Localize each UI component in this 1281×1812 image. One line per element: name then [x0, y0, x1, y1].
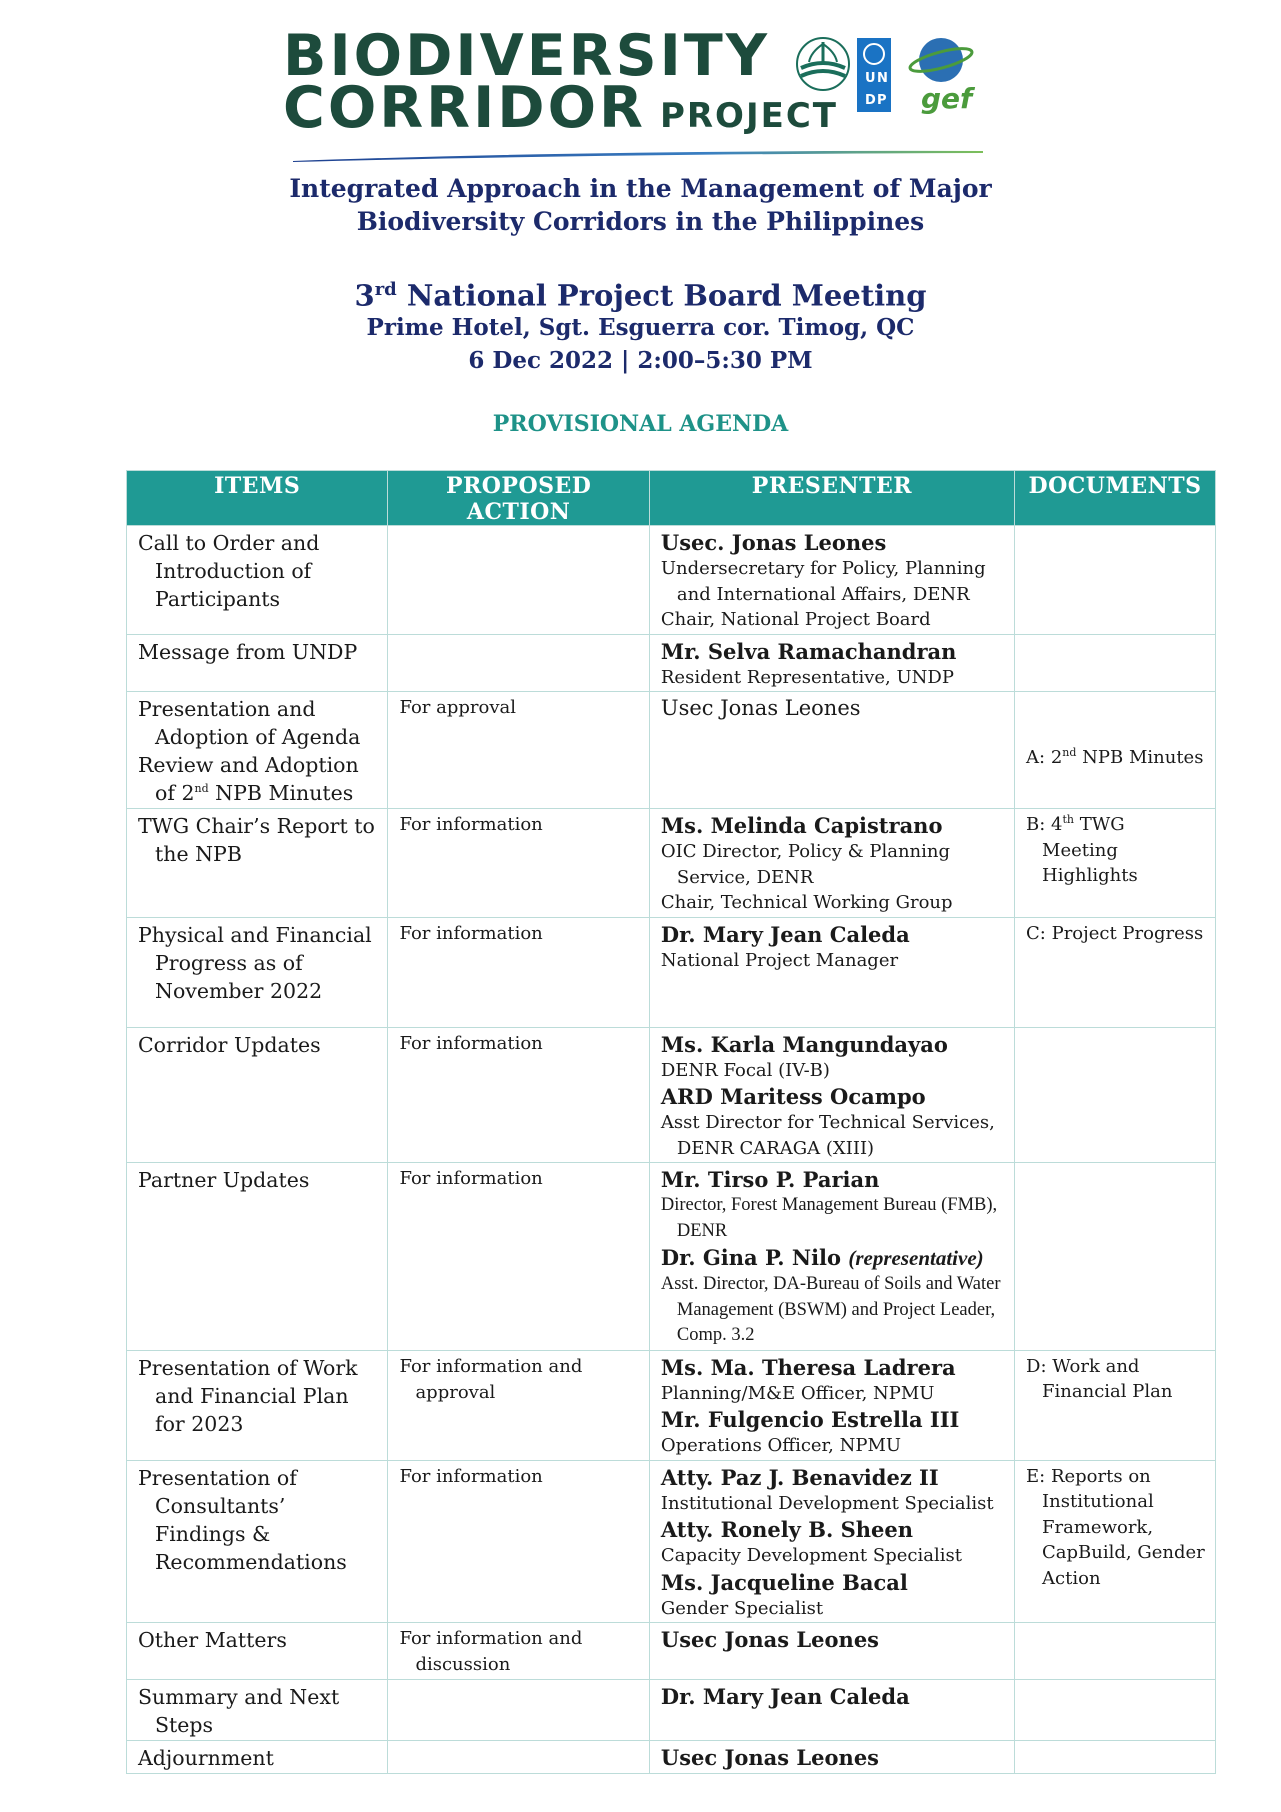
cell-presenter [649, 917, 1014, 1027]
cell-items [127, 1163, 388, 1351]
presenter-representative-note: (representative) [848, 1246, 984, 1270]
meeting-ordinal-suffix: rd [374, 279, 397, 300]
action-text: For information [399, 1168, 543, 1189]
document-text: E: Reports on Institutional Framework, CapBuild, Gender Action [1026, 1465, 1205, 1589]
presenter-role: National Project Manager [660, 949, 899, 971]
presenter-name: Usec Jonas Leones [660, 1627, 880, 1652]
ordinal-suffix: th [1062, 813, 1075, 826]
cell-items [127, 1350, 388, 1460]
table-row [127, 809, 1216, 918]
agenda-heading: PROVISIONAL AGENDA [492, 411, 789, 437]
presenter-name: Mr. Selva Ramachandran [660, 638, 957, 664]
cell-presenter [649, 1680, 1014, 1741]
presenter-name [661, 1244, 1004, 1272]
cell-action [388, 1680, 649, 1741]
project-logo [283, 23, 983, 160]
item-text: TWG Chair’s Report to the NPB [138, 814, 375, 866]
svg-text:D: D [865, 93, 876, 108]
cell-items [127, 1680, 388, 1741]
presenter-role: Undersecretary for Policy, Planning and International Affairs, DENR [660, 558, 986, 605]
gef-logo-icon [908, 38, 976, 115]
cell-presenter [649, 809, 1014, 918]
partner-logos [791, 34, 991, 124]
cell-action [388, 692, 649, 809]
table-row [127, 1350, 1216, 1460]
cell-items [127, 526, 388, 635]
document-text-part: B: 4 [1026, 814, 1063, 835]
cell-action [388, 634, 649, 692]
cell-action [388, 809, 649, 918]
meeting-date: 6 Dec 2022 | 2:00–5:30 PM [468, 347, 813, 374]
item-text: Corridor Updates [138, 1032, 321, 1057]
document-text-part: TWG Meeting Highlights [1042, 814, 1138, 886]
agenda-table [126, 470, 1216, 1774]
presenter-role: Operations Officer, NPMU [660, 1435, 902, 1456]
cell-action [388, 1350, 649, 1460]
action-text: For information and approval [399, 1355, 583, 1403]
cell-presenter [649, 1350, 1014, 1460]
item-text: Call to Order and Introduction of Participants [138, 531, 320, 611]
item-text: Message from UNDP [138, 639, 358, 664]
presenter-name: Usec. Jonas Leones [660, 530, 887, 555]
action-text: For information [399, 1465, 543, 1487]
cell-presenter [649, 1741, 1014, 1774]
cell-items [127, 917, 388, 1027]
cell-presenter [649, 634, 1014, 692]
cell-documents [1015, 1027, 1216, 1163]
table-row [127, 1460, 1216, 1623]
presenter-role: Asst. Director, DA-Bureau of Soils and Water Management (BSWM) and Project Leader, Comp. 3.2 [660, 1274, 1001, 1345]
cell-items [127, 634, 388, 692]
meeting-title-text: National Project Board Meeting [396, 278, 927, 313]
action-text: For information and discussion [399, 1628, 583, 1675]
item-text: Presentation and Adoption of Agenda [138, 697, 361, 749]
document-text-part: NPB Minutes [1076, 747, 1204, 768]
document-text-part: A: 2 [1026, 747, 1063, 768]
denr-seal-icon [797, 38, 849, 90]
document-text: D: Work and Financial Plan [1026, 1355, 1173, 1402]
cell-action [388, 1741, 649, 1774]
cell-documents [1015, 1741, 1216, 1774]
logo-line-biodiversity: BIODIVERSITY [283, 23, 770, 89]
cell-documents [1015, 692, 1216, 809]
item-text-part: NPB Minutes [208, 781, 354, 805]
cell-documents [1015, 1460, 1216, 1623]
presenter-role: Capacity Development Specialist [660, 1545, 962, 1566]
header-presenter: PRESENTER [649, 471, 1014, 526]
presenter-name: Dr. Mary Jean Caleda [660, 1684, 910, 1709]
item-text: Physical and Financial Progress as of November 2022 [138, 922, 372, 1003]
cell-documents [1015, 809, 1216, 918]
svg-text:gef: gef [921, 82, 973, 115]
svg-text:U: U [865, 71, 876, 86]
presenter-name: Usec Jonas Leones [660, 696, 861, 720]
logo-line-project: PROJECT [659, 96, 838, 137]
cell-documents [1015, 1350, 1216, 1460]
presenter-role: Asst Director for Technical Services, DENR CARAGA (XIII) [660, 1112, 995, 1159]
presenter-name: Ms. Ma. Theresa Ladrera [660, 1354, 956, 1380]
svg-text:N: N [877, 71, 888, 86]
presenter-name: Mr. Fulgencio Estrella III [660, 1407, 960, 1432]
project-subtitle [0, 172, 1281, 238]
subtitle-line-2: Biodiversity Corridors in the Philippines [356, 207, 925, 236]
cell-action [388, 526, 649, 635]
document-text [1026, 812, 1205, 889]
table-row [127, 1741, 1216, 1774]
subtitle-line-1: Integrated Approach in the Management of Major [289, 174, 992, 203]
cell-items [127, 1027, 388, 1163]
presenter-role: DENR Focal (IV-B) [660, 1059, 830, 1081]
cell-items [127, 1460, 388, 1623]
cell-action [388, 1027, 649, 1163]
cell-action [388, 1623, 649, 1680]
action-text: For information [399, 922, 543, 944]
presenter-role: Planning/M&E Officer, NPMU [660, 1382, 935, 1404]
cell-documents [1015, 526, 1216, 635]
table-row [127, 1623, 1216, 1680]
presenter-role: Gender Specialist [660, 1597, 824, 1619]
presenter-name: Usec Jonas Leones [660, 1745, 880, 1770]
presenter-role: Director, Forest Management Bureau (FMB), DENR [660, 1195, 998, 1241]
ordinal-suffix: nd [1062, 746, 1077, 759]
cell-documents [1015, 1680, 1216, 1741]
logo-line-corridor: CORRIDOR [283, 75, 646, 142]
presenter-name-part: Dr. Gina P. Nilo [660, 1245, 849, 1270]
item-text: Presentation of Work and Financial Plan for 2023 [138, 1355, 358, 1436]
meeting-title [0, 272, 1281, 314]
cell-action [388, 1163, 649, 1351]
presenter-name: Ms. Jacqueline Bacal [660, 1569, 908, 1595]
presenter-role: Resident Representative, UNDP [660, 666, 954, 688]
table-header-row [127, 471, 1216, 526]
item-text: Other Matters [138, 1628, 287, 1652]
item-text [138, 751, 377, 807]
presenter-role: Institutional Development Specialist [660, 1492, 994, 1514]
cell-items [127, 1741, 388, 1774]
action-text: For information [399, 1032, 543, 1054]
presenter-role: OIC Director, Policy & Planning Service, DENR [660, 841, 951, 888]
meeting-venue: Prime Hotel, Sgt. Esguerra cor. Timog, QC [366, 314, 915, 341]
cell-documents [1015, 917, 1216, 1027]
table-row [127, 692, 1216, 809]
presenter-name: Ms. Karla Mangundayao [660, 1031, 948, 1057]
item-text: Summary and Next Steps [138, 1685, 340, 1737]
cell-documents [1015, 634, 1216, 692]
cell-presenter [649, 1027, 1014, 1163]
header-items: ITEMS [127, 471, 388, 526]
cell-presenter [649, 1163, 1014, 1351]
cell-action [388, 917, 649, 1027]
cell-items [127, 692, 388, 809]
item-text: Presentation of Consultants’ Findings & Recommendations [138, 1465, 347, 1574]
table-row [127, 1027, 1216, 1163]
cell-presenter [649, 1460, 1014, 1623]
cell-items [127, 1623, 388, 1680]
presenter-role: Chair, Technical Working Group [660, 892, 953, 913]
meeting-ordinal: 3 [354, 278, 375, 313]
presenter-name: ARD Maritess Ocampo [660, 1084, 926, 1109]
presenter-name: Mr. Tirso P. Parian [660, 1167, 880, 1192]
ordinal-suffix: nd [194, 782, 209, 796]
presenter-name: Atty. Paz J. Benavidez II [660, 1464, 939, 1490]
item-text-part: Review and Adoption of 2 [138, 753, 359, 805]
table-row [127, 917, 1216, 1027]
cell-presenter [649, 526, 1014, 635]
cell-documents [1015, 1623, 1216, 1680]
presenter-name: Ms. Melinda Capistrano [660, 813, 943, 838]
action-text: For information [399, 814, 543, 835]
item-text: Partner Updates [138, 1168, 310, 1192]
logo-wordmark [283, 23, 838, 142]
undp-logo-icon [857, 38, 891, 112]
presenter-name: Atty. Ronely B. Sheen [660, 1517, 913, 1542]
header-documents: DOCUMENTS [1015, 471, 1216, 526]
presenter-name: Dr. Mary Jean Caleda [660, 921, 910, 947]
cell-presenter [649, 692, 1014, 809]
document-text [1026, 695, 1205, 771]
document-text: C: Project Progress [1026, 922, 1204, 944]
logo-swoosh [293, 148, 983, 162]
cell-action [388, 1460, 649, 1623]
table-row [127, 1680, 1216, 1741]
header-proposed-action: PROPOSED ACTION [388, 471, 649, 526]
cell-presenter [649, 1623, 1014, 1680]
table-row [127, 634, 1216, 692]
item-text: Adjournment [138, 1746, 274, 1770]
table-row [127, 526, 1216, 635]
cell-documents [1015, 1163, 1216, 1351]
svg-text:P: P [877, 93, 887, 108]
action-text: For approval [399, 697, 516, 718]
table-row [127, 1163, 1216, 1351]
cell-items [127, 809, 388, 918]
presenter-role: Chair, National Project Board [660, 609, 931, 630]
